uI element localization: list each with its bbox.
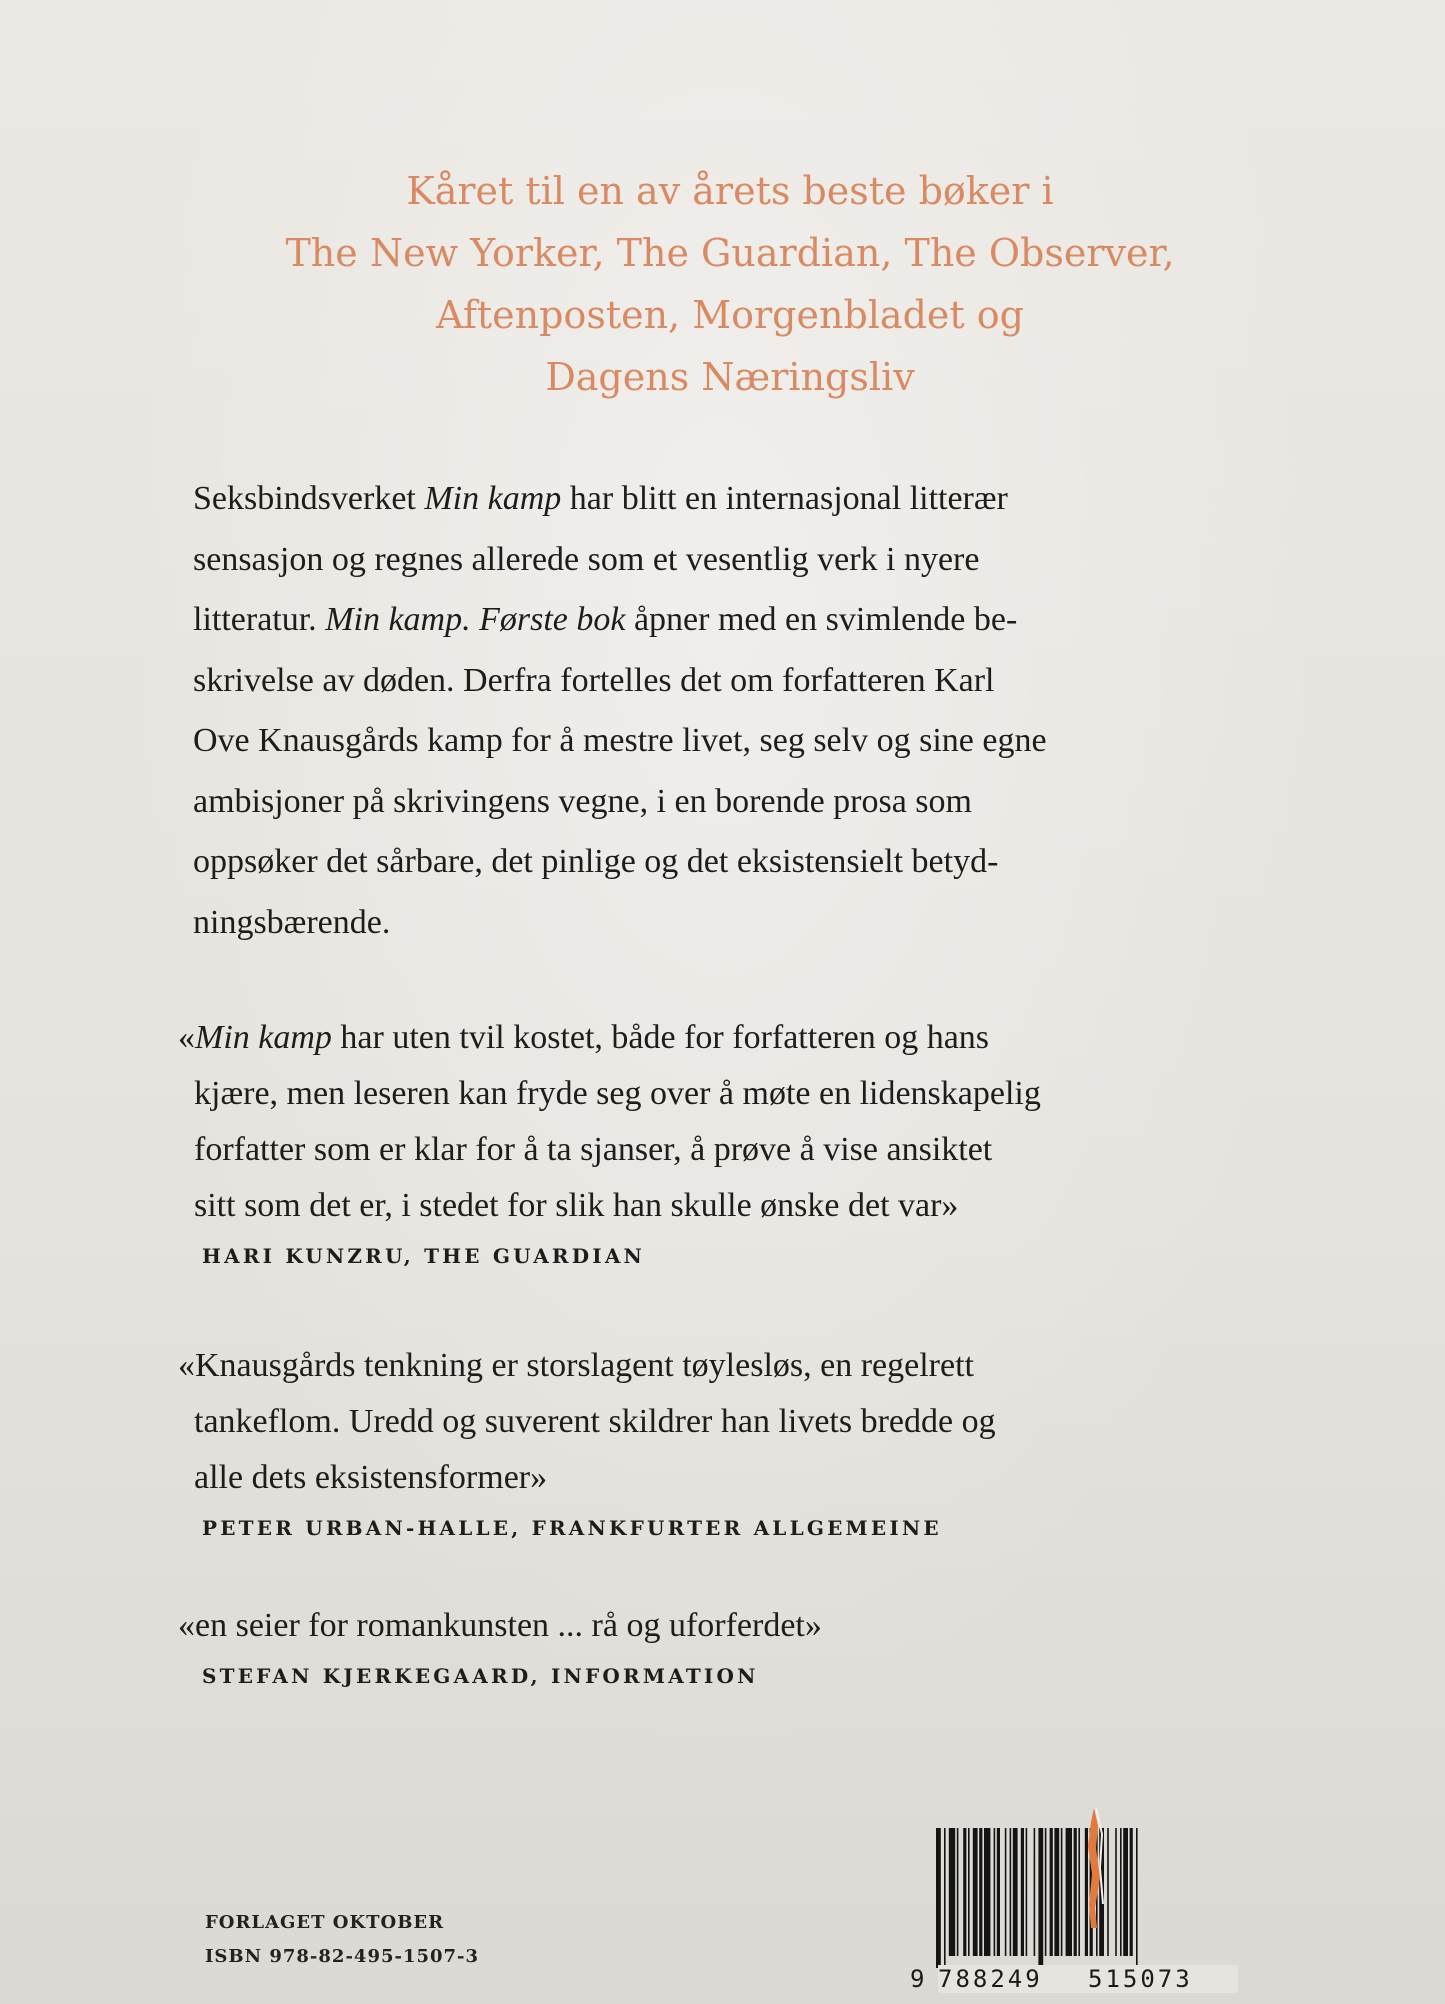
barcode-bar [1136, 1828, 1138, 1968]
quote-attribution: PETER URBAN-HALLE, FRANKFURTER ALLGEMEINE [202, 1516, 942, 1540]
barcode-bar [1034, 1828, 1036, 1956]
barcode-bar [1005, 1828, 1007, 1956]
quote-mark: « [178, 1019, 195, 1056]
description-line [193, 469, 1293, 530]
barcode-bar [1050, 1828, 1053, 1956]
barcode-group-1: 788249 [938, 1965, 1088, 1993]
quote-line: «Knausgårds tenkning er storslagent tøylesløs, en regelrett [178, 1347, 974, 1384]
barcode-digits [910, 1965, 1250, 1993]
accolade-line-2: The New Yorker, The Guardian, The Observer, [285, 231, 1175, 275]
review-quote-1 [178, 1010, 1308, 1276]
barcode-bars [910, 1828, 1250, 1968]
accolade-heading [180, 160, 1280, 408]
barcode-bar [973, 1828, 978, 1956]
description-line: ambisjoner på skrivingens vegne, i en borende prosa som [193, 782, 972, 820]
quote-line [178, 1010, 1308, 1066]
description-line: sensasjon og regnes allerede som et vesentlig verk i nyere [193, 540, 980, 578]
review-quote-2 [178, 1338, 1308, 1548]
accolade-line-4: Dagens Næringsliv [545, 355, 915, 399]
description-text: Seksbindsverket [193, 480, 425, 517]
barcode-bar [1038, 1828, 1043, 1968]
barcode-bar [1074, 1828, 1077, 1956]
quote-line: kjære, men leseren kan fryde seg over å møte en lidenskapelig [194, 1075, 1041, 1112]
quote-text: har uten tvil kostet, både for forfatteren og hans [331, 1019, 990, 1056]
barcode-group-2: 515073 [1088, 1965, 1238, 1993]
barcode-bar [1026, 1828, 1028, 1956]
barcode-bar [944, 1828, 946, 1968]
book-description [193, 469, 1293, 953]
book-title-italic: Min kamp [195, 1019, 332, 1056]
quote-line: forfatter som er klar for å ta sjanser, å prøve å vise ansiktet [194, 1131, 993, 1168]
barcode-bar [1010, 1828, 1012, 1956]
barcode-bar [979, 1828, 982, 1956]
publisher-info [205, 1906, 479, 1974]
barcode-bar [1107, 1828, 1109, 1956]
review-quote-3 [178, 1598, 1308, 1696]
book-title-italic: Min kamp [424, 480, 562, 517]
barcode-bar [957, 1828, 959, 1956]
description-line: oppsøker det sårbare, det pinlige og det eksistensielt betyd- [193, 843, 999, 880]
barcode-bar [1061, 1828, 1063, 1956]
description-line [193, 590, 1293, 651]
barcode-bar [1021, 1828, 1024, 1956]
description-line: skrivelse av døden. Derfra fortelles det om forfatteren Karl [193, 661, 995, 699]
barcode-bar [997, 1828, 1000, 1956]
quote-attribution: STEFAN KJERKEGAARD, INFORMATION [202, 1664, 759, 1688]
quote-attribution: HARI KUNZRU, THE GUARDIAN [202, 1244, 646, 1268]
barcode-bar [1120, 1828, 1122, 1956]
barcode-bar [1078, 1828, 1080, 1956]
description-line: Ove Knausgårds kamp for å mestre livet, seg selv og sine egne [193, 722, 1047, 759]
barcode-lead-digit: 9 [910, 1965, 925, 1993]
barcode-bar [1045, 1828, 1047, 1956]
quote-line: alle dets eksistensformer» [194, 1459, 548, 1496]
barcode-bar [963, 1828, 966, 1956]
barcode-bar [1066, 1828, 1072, 1956]
accolade-line-1: Kåret til en av årets beste bøker i [406, 169, 1054, 213]
book-title-italic: Min kamp. Første bok [325, 601, 626, 638]
barcode-bar [994, 1828, 996, 1956]
barcode-bar [968, 1828, 970, 1956]
torn-label-mark [1082, 1808, 1106, 1932]
barcode-bar [1123, 1828, 1128, 1956]
quote-line: sitt som det er, i stedet for slik han skulle ønske det var» [194, 1187, 959, 1224]
accolade-line-3: Aftenposten, Morgenbladet og [436, 293, 1024, 337]
description-line: ningsbærende. [193, 903, 391, 941]
isbn-number: ISBN 978-82-495-1507-3 [205, 1946, 480, 1967]
barcode-bar [984, 1828, 990, 1956]
description-text: litteratur. [193, 601, 326, 638]
barcode-bar [936, 1828, 941, 1968]
barcode-bar [1130, 1828, 1133, 1956]
quote-line: «en seier for romankunsten ... rå og uforferdet» [178, 1607, 822, 1644]
barcode-bar [1054, 1828, 1059, 1956]
description-text: åpner med en svimlende be- [625, 601, 1018, 638]
barcode-bar [949, 1828, 955, 1956]
barcode-bar [1115, 1828, 1117, 1956]
description-text: har blitt en internasjonal litterær [561, 480, 1008, 517]
quote-line: tankeflom. Uredd og suverent skildrer han livets bredde og [194, 1403, 996, 1440]
publisher-name: FORLAGET OKTOBER [205, 1912, 445, 1933]
barcode-bar [1013, 1828, 1018, 1956]
